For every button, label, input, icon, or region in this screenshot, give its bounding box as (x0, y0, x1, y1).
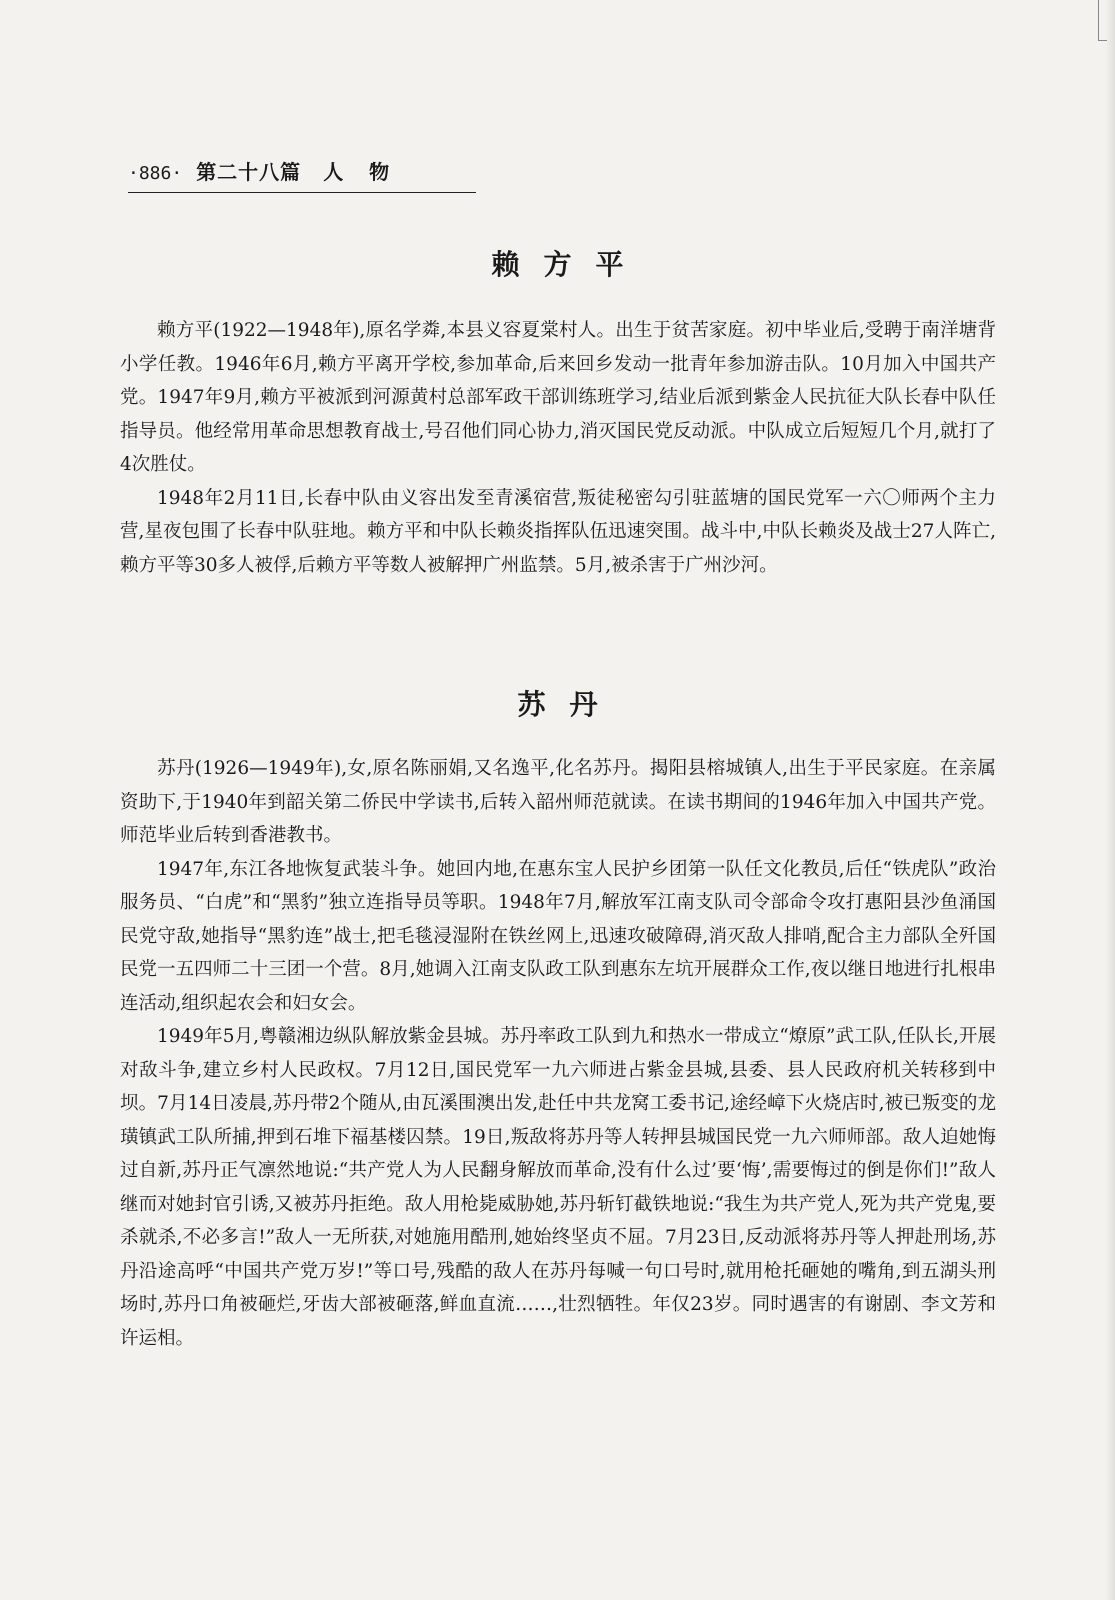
running-header (128, 160, 476, 193)
scan-edge-shadow (1105, 0, 1115, 1600)
article-title-2: 苏丹 (517, 688, 622, 721)
article-1-paragraph-2: 1948年2月11日,长春中队由义容出发至青溪宿营,叛徒秘密勾引驻蓝塘的国民党军一六〇师两个主力营,星夜包围了长春中队驻地。赖方平和中队长赖炎指挥队伍迅速突围。战斗中,中队长赖炎及战士27人阵亡,赖方平等30多人被俘,后赖方平等数人被解押广州监禁。5月,被杀害于广州沙河。 (120, 487, 996, 576)
page-number: ·886· (128, 163, 183, 184)
article-2-paragraph-2: 1947年,东江各地恢复武装斗争。她回内地,在惠东宝人民护乡团第一队任文化教员,后任“铁虎队”政治服务员、“白虎”和“黑豹”独立连指导员等职。1948年7月,解放军江南支队司令部命令攻打惠阳县沙鱼涌国民党守敌,她指导“黑豹连”战士,把毛毯浸湿附在铁丝网上,迅速攻破障碍,消灭敌人排哨,配合主力部队全歼国民党一五四师二十三团一个营。8月,她调入江南支队政工队到惠东左坑开展群众工作,夜以继日地进行扎根串连活动,组织起农会和妇女会。 (120, 858, 996, 1014)
article-title-1: 赖方平 (491, 248, 648, 281)
section-subject: 人物 (323, 160, 416, 184)
article-body-2 (120, 752, 996, 1355)
article-body-1 (120, 314, 996, 582)
article-2-paragraph-3: 1949年5月,粤赣湘边纵队解放紫金县城。苏丹率政工队到九和热水一带成立“燎原”武工队,任队长,开展对敌斗争,建立乡村人民政权。7月12日,国民党军一九六师进占紫金县城,县委、县人民政府机关转移到中坝。7月14日凌晨,苏丹带2个随从,由瓦溪围澳出发,赴任中共龙窝工委书记,途经嶂下火烧店时,被已叛变的龙璜镇武工队所捕,押到石堆下福基楼囚禁。19日,叛敌将苏丹等人转押县城国民党一九六师师部。敌人迫她悔过自新,苏丹正气凛然地说:“共产党人为人民翻身解放而革命,没有什么过’要‘悔’,需要悔过的倒是你们!”敌人继而对她封官引诱,又被苏丹拒绝。敌人用枪毙威胁她,苏丹斩钉截铁地说:“我生为共产党人,死为共产党鬼,要杀就杀,不必多言!”敌人一无所获,对她施用酷刑,她始终坚贞不屈。7月23日,反动派将苏丹等人押赴刑场,苏丹沿途高呼“中国共产党万岁!”等口号,残酷的敌人在苏丹每喊一句口号时,就用枪托砸她的嘴角,到五湖头刑场时,苏丹口角被砸烂,牙齿大部被砸落,鲜血直流……,壮烈牺牲。年仅23岁。同时遇害的有谢剧、李文芳和许运相。 (120, 1026, 996, 1349)
section-title: 第二十八篇 (196, 160, 302, 184)
article-2-paragraph-1: 苏丹(1926—1949年),女,原名陈丽娟,又名逸平,化名苏丹。揭阳县榕城镇人,出生于平民家庭。在亲属资助下,于1940年到韶关第二侨民中学读书,后转入韶州师范就读。在读书期间的1946年加入中国共产党。师范毕业后转到香港教书。 (120, 758, 996, 846)
article-1-paragraph-1: 赖方平(1922—1948年),原名学粦,本县义容夏棠村人。出生于贫苦家庭。初中毕业后,受聘于南洋塘背小学任教。1946年6月,赖方平离开学校,参加革命,后来回乡发动一批青年参加游击队。10月加入中国共产党。1947年9月,赖方平被派到河源黄村总部军政干部训练班学习,结业后派到紫金人民抗征大队长春中队任指导员。他经常用革命思想教育战士,号召他们同心协力,消灭国民党反动派。中队成立后短短几个月,就打了4次胜仗。 (120, 320, 996, 475)
